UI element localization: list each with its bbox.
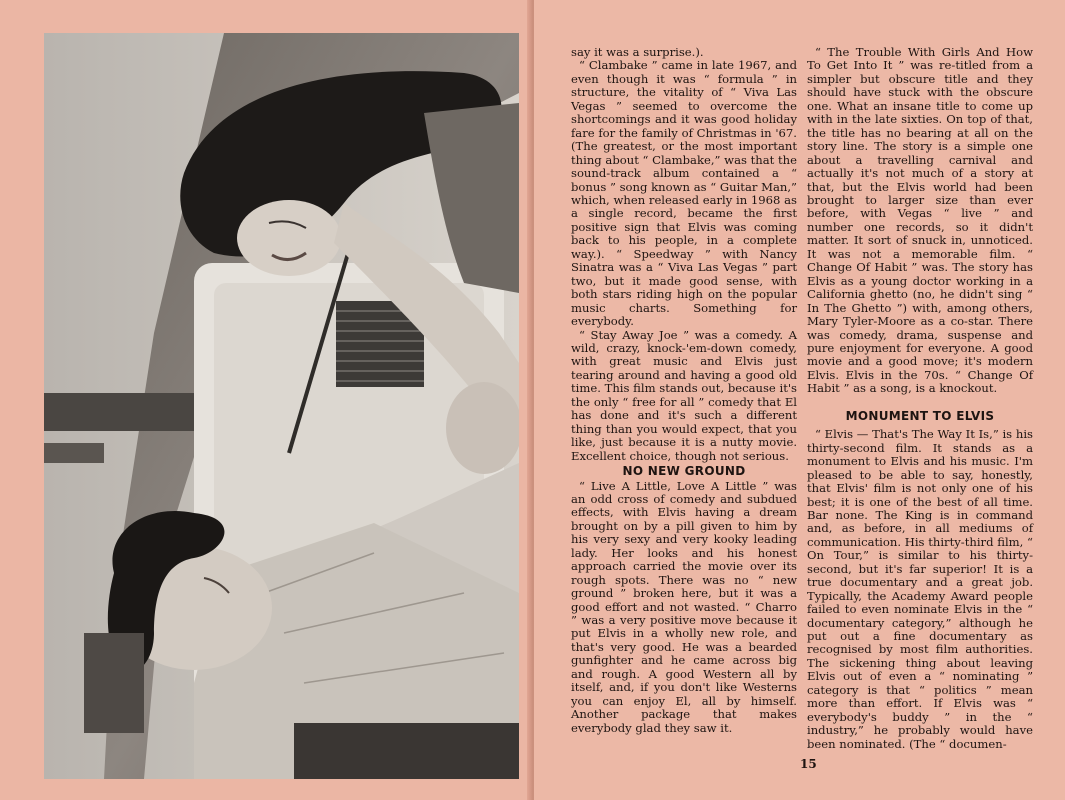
article-column-1 [571,46,797,735]
film-still-photo [44,33,519,779]
paragraph: say it was a surprise.). [571,45,704,59]
paragraph: “ Clambake ” came in late 1967, and even though it was “ formula ” in structure, the vitality of “ Viva Las Vegas ” seemed to overcome the shortcomings and it was good holiday fare for the family of Christmas in '67. (The greatest, or the most important thing about “ Clambake,” was that the sound-track album contained a “ bonus ” song known as “ Guitar Man,” which, when released early in 1968 as a single record, became the first positive sign that Elvis was coming back to his people, in a complete way.). “ Speedway ” with Nancy Sinatra was a “ Viva Las Vegas ” part two, but it made good sense, with both stars riding high on the popular music charts. Something for everybody. [571,58,797,329]
article-column-2 [807,46,1033,751]
section-heading: NO NEW GROUND [622,464,746,479]
left-page [0,0,532,800]
paragraph: “ Stay Away Joe ” was a comedy. A wild, crazy, knock-'em-down comedy, with great music and Elvis just tearing around and having a good old time. This film stands out, because it's the only “ free for all ” comedy that El has done and it's such a different thing than you would expect, that you like, just because it is a nutty movie. Excellent choice, though not serious. [571,327,797,463]
paragraph: “ Elvis — That's The Way It Is,” is his thirty-second film. It stands as a monument to Elvis and his music. I'm pleased to be able to say, honestly, that Elvis' film is not only one of his best; it is one of the best of all time. Bar none. The King is in command and, as before, in all mediums of communication. His thirty-third film, “ On Tour,” is similar to his thirty-second, but it's far superior! It is a true documentary and a great job. Typically, the Academy Award people failed to even nominate Elvis in the “ documentary category,” although he put out a fine documentary as recognised by most film authorities. The sickening thing about leaving Elvis out of even a “ nominating ” category is that “ politics ” mean more than effort. If Elvis was “ everybody's buddy ” in the “ industry,” he probably would have been nominated. (The “ documen- [807,427,1033,751]
section-heading: MONUMENT TO ELVIS [845,408,995,423]
paragraph: “ The Trouble With Girls And How To Get Into It ” was re-titled from a simpler but obscure title and they should have stuck with the obscure one. What an insane title to come up with in the late sixties. On top of that, the title has no bearing at all on the story line. The story is a simple one about a travelling carnival and actually it's not much of a story at that, but the Elvis world had been brought to larger size than ever before, with Vegas “ live ” and number one records, so it didn't matter. It sort of snuck in, unnoticed. It was not a memorable film. “ Change Of Habit ” was. The story has Elvis as a young doctor working in a California ghetto (no, he didn't sing “ In The Ghetto ”) with, among others, Mary Tyler-Moore as a co-star. There was comedy, drama, suspense and pure enjoyment for everyone. A good movie and a good move; it's modern Elvis. Elvis in the 70s. “ Change Of Habit ” as a song, is a knockout. [807,45,1033,396]
paragraph: “ Live A Little, Love A Little ” was an odd cross of comedy and subdued effects, with Elvis having a dream brought on by a pill given to him by his very sexy and very kooky leading lady. Her looks and his honest approach carried the movie over its rough spots. There was no “ new ground ” broken here, but it was a good effort and not wasted. “ Charro ” was a very positive move because it put Elvis in a wholly new role, and that's very good. He was a bearded gunfighter and he came across big and rough. A good Western all by itself, and, if you don't like Westerns you can enjoy El, all by himself. Another package that makes everybody glad they saw it. [571,478,797,735]
photo-illustration [44,33,519,779]
page-number: 15 [800,757,817,771]
